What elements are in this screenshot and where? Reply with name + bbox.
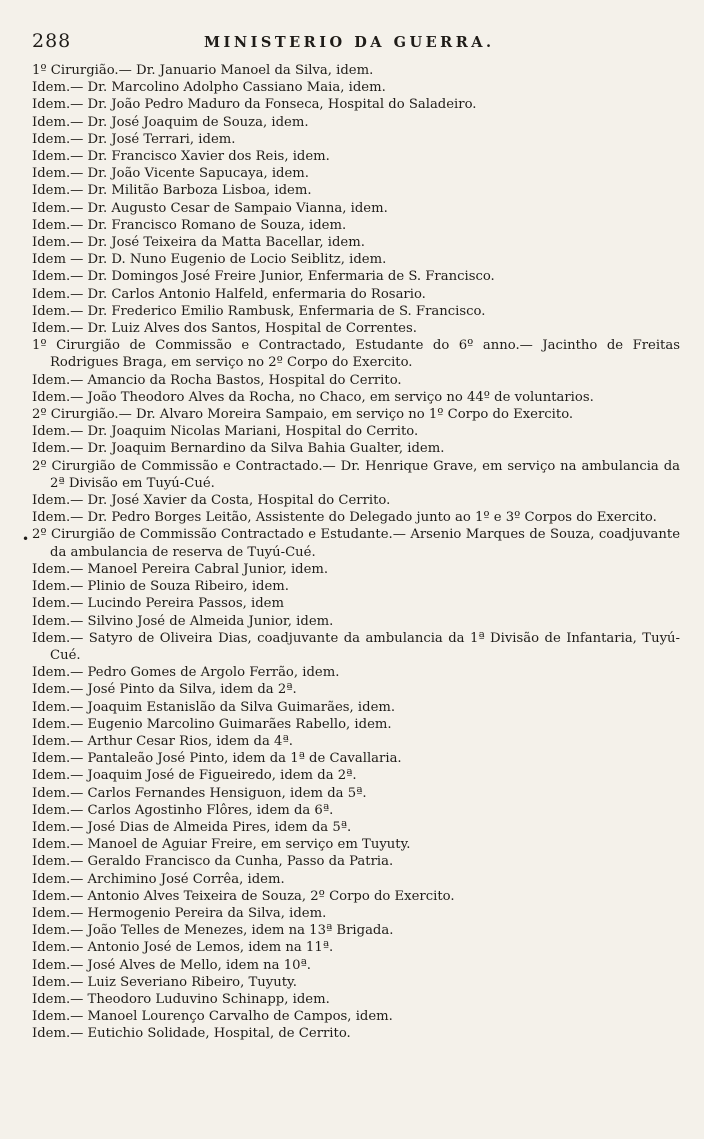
entry-line: Idem.— Dr. Francisco Xavier dos Reis, idem.	[32, 149, 330, 165]
entry-line: Idem.— Pedro Gomes de Argolo Ferrão, idem.	[32, 665, 340, 681]
entry-line: Idem.— Dr. Joaquim Nicolas Mariani, Hospital do Cerrito.	[32, 424, 419, 440]
entry-line: Idem.— Antonio José de Lemos, idem na 11ª.	[32, 940, 334, 956]
entry-line: Idem.— Archimino José Corrêa, idem.	[32, 871, 285, 887]
entry-line: Idem.— Dr. José Teixeira da Matta Bacellar, idem.	[32, 235, 365, 251]
entry-line: Idem.— Dr. Frederico Emilio Rambusk, Enfermaria de S. Francisco.	[32, 303, 486, 319]
entry-line: Idem.— Dr. José Terrari, idem.	[32, 131, 236, 147]
entry-line: Idem.— José Pinto da Silva, idem da 2ª.	[32, 682, 297, 698]
entry-line: Idem.— Eugenio Marcolino Guimarães Rabello, idem.	[32, 716, 392, 732]
entry-line: 2º Cirurgião.— Dr. Alvaro Moreira Sampaio, em serviço no 1º Corpo do Exercito.	[32, 407, 574, 423]
entry-line: Idem.— Eutichio Solidade, Hospital, de Cerrito.	[32, 1026, 351, 1042]
entry-line: Idem.— Manoel de Aguiar Freire, em serviço em Tuyuty.	[32, 837, 411, 853]
entry-line: Idem.— Silvino José de Almeida Junior, idem.	[32, 613, 334, 629]
page-number: 288	[32, 30, 72, 52]
entry-line: Idem.— Dr. Marcolino Adolpho Cassiano Maia, idem.	[32, 80, 386, 96]
entry-line: Idem.— Joaquim Estanislão da Silva Guimarães, idem.	[32, 699, 396, 715]
entry-line: Idem.— José Dias de Almeida Pires, idem da 5ª.	[32, 819, 352, 835]
entry-line: Idem.— Luiz Severiano Ribeiro, Tuyuty.	[32, 974, 297, 990]
entry-line: Idem.— Carlos Fernandes Hensiguon, idem da 5ª.	[32, 785, 367, 801]
entry-list	[32, 62, 680, 1043]
entry-line: 2º Cirurgião de Commissão e Contractado.— Dr. Henrique Grave, em serviço na ambulancia da 2ª Divisão em Tuyú-Cué.	[32, 458, 680, 491]
entry-line: 1º Cirurgião de Commissão e Contractado, Estudante do 6º anno.— Jacintho de Freitas Rodrigues Braga, em serviço no 2º Corpo do Exercito.	[32, 338, 680, 371]
entry-line: Idem.— João Telles de Menezes, idem na 13ª Brigada.	[32, 923, 394, 939]
entry-line: Idem — Dr. D. Nuno Eugenio de Locio Seiblitz, idem.	[32, 252, 387, 268]
entry-line: Idem.— Dr. João Vicente Sapucaya, idem.	[32, 166, 309, 182]
entry-line: Idem.— José Alves de Mello, idem na 10ª.	[32, 957, 311, 973]
entry-line: Idem.— Manoel Pereira Cabral Junior, idem.	[32, 561, 329, 577]
entry-line: Idem.— Pantaleão José Pinto, idem da 1ª de Cavallaria.	[32, 751, 402, 767]
entry-line: Idem.— Satyro de Oliveira Dias, coadjuvante da ambulancia da 1ª Divisão de Infantaria, Tuyú-Cué.	[32, 630, 680, 663]
entry-line: Idem.— Dr. Carlos Antonio Halfeld, enfermaria do Rosario.	[32, 286, 426, 302]
entry-line: Idem.— Dr. José Xavier da Costa, Hospital do Cerrito.	[32, 493, 391, 509]
margin-bullet: •	[22, 532, 30, 546]
entry-line: Idem.— Arthur Cesar Rios, idem da 4ª.	[32, 733, 293, 749]
entry-line: Idem.— Antonio Alves Teixeira de Souza, 2º Corpo do Exercito.	[32, 888, 455, 904]
entry-line: Idem.— Joaquim José de Figueiredo, idem da 2ª.	[32, 768, 357, 784]
entry-line: Idem.— Dr. Augusto Cesar de Sampaio Vianna, idem.	[32, 200, 388, 216]
entry-line: 2º Cirurgião de Commissão Contractado e Estudante.— Arsenio Marques de Souza, coadjuvante da ambulancia de reserva de Tuyú-Cué.	[32, 527, 680, 560]
running-head: MINISTERIO DA GUERRA.	[204, 34, 495, 51]
entry-line: Idem.— Carlos Agostinho Flôres, idem da 6ª.	[32, 802, 334, 818]
entry-line: Idem.— Dr. Francisco Romano de Souza, idem.	[32, 217, 347, 233]
entry-line: Idem.— João Theodoro Alves da Rocha, no Chaco, em serviço no 44º de voluntarios.	[32, 389, 594, 405]
entry-line: Idem.— Hermogenio Pereira da Silva, idem.	[32, 905, 327, 921]
entry-line: Idem.— Dr. Domingos José Freire Junior, Enfermaria de S. Francisco.	[32, 269, 495, 285]
entry-line: Idem.— Manoel Lourenço Carvalho de Campos, idem.	[32, 1009, 393, 1025]
entry-line: Idem.— Dr. Joaquim Bernardino da Silva Bahia Gualter, idem.	[32, 441, 445, 457]
entry-line: Idem.— Dr. João Pedro Maduro da Fonseca, Hospital do Saladeiro.	[32, 97, 477, 113]
entry-line: Idem.— Lucindo Pereira Passos, idem	[32, 596, 284, 612]
entry-line: Idem.— Amancio da Rocha Bastos, Hospital do Cerrito.	[32, 372, 402, 388]
entry-line: Idem.— Dr. José Joaquim de Souza, idem.	[32, 114, 309, 130]
entry-line: Idem.— Dr. Militão Barboza Lisboa, idem.	[32, 183, 312, 199]
entry-line: Idem.— Dr. Luiz Alves dos Santos, Hospital de Correntes.	[32, 321, 417, 337]
entry-line: Idem.— Geraldo Francisco da Cunha, Passo da Patria.	[32, 854, 394, 870]
entry-line: 1º Cirurgião.— Dr. Januario Manoel da Silva, idem.	[32, 63, 374, 78]
entry-line: Idem.— Plinio de Souza Ribeiro, idem.	[32, 579, 289, 595]
page-header	[32, 30, 680, 62]
entry-line: Idem.— Theodoro Luduvino Schinapp, idem.	[32, 991, 330, 1007]
entry-line: Idem.— Dr. Pedro Borges Leitão, Assistente do Delegado junto ao 1º e 3º Corpos do Exercito.	[32, 510, 657, 526]
